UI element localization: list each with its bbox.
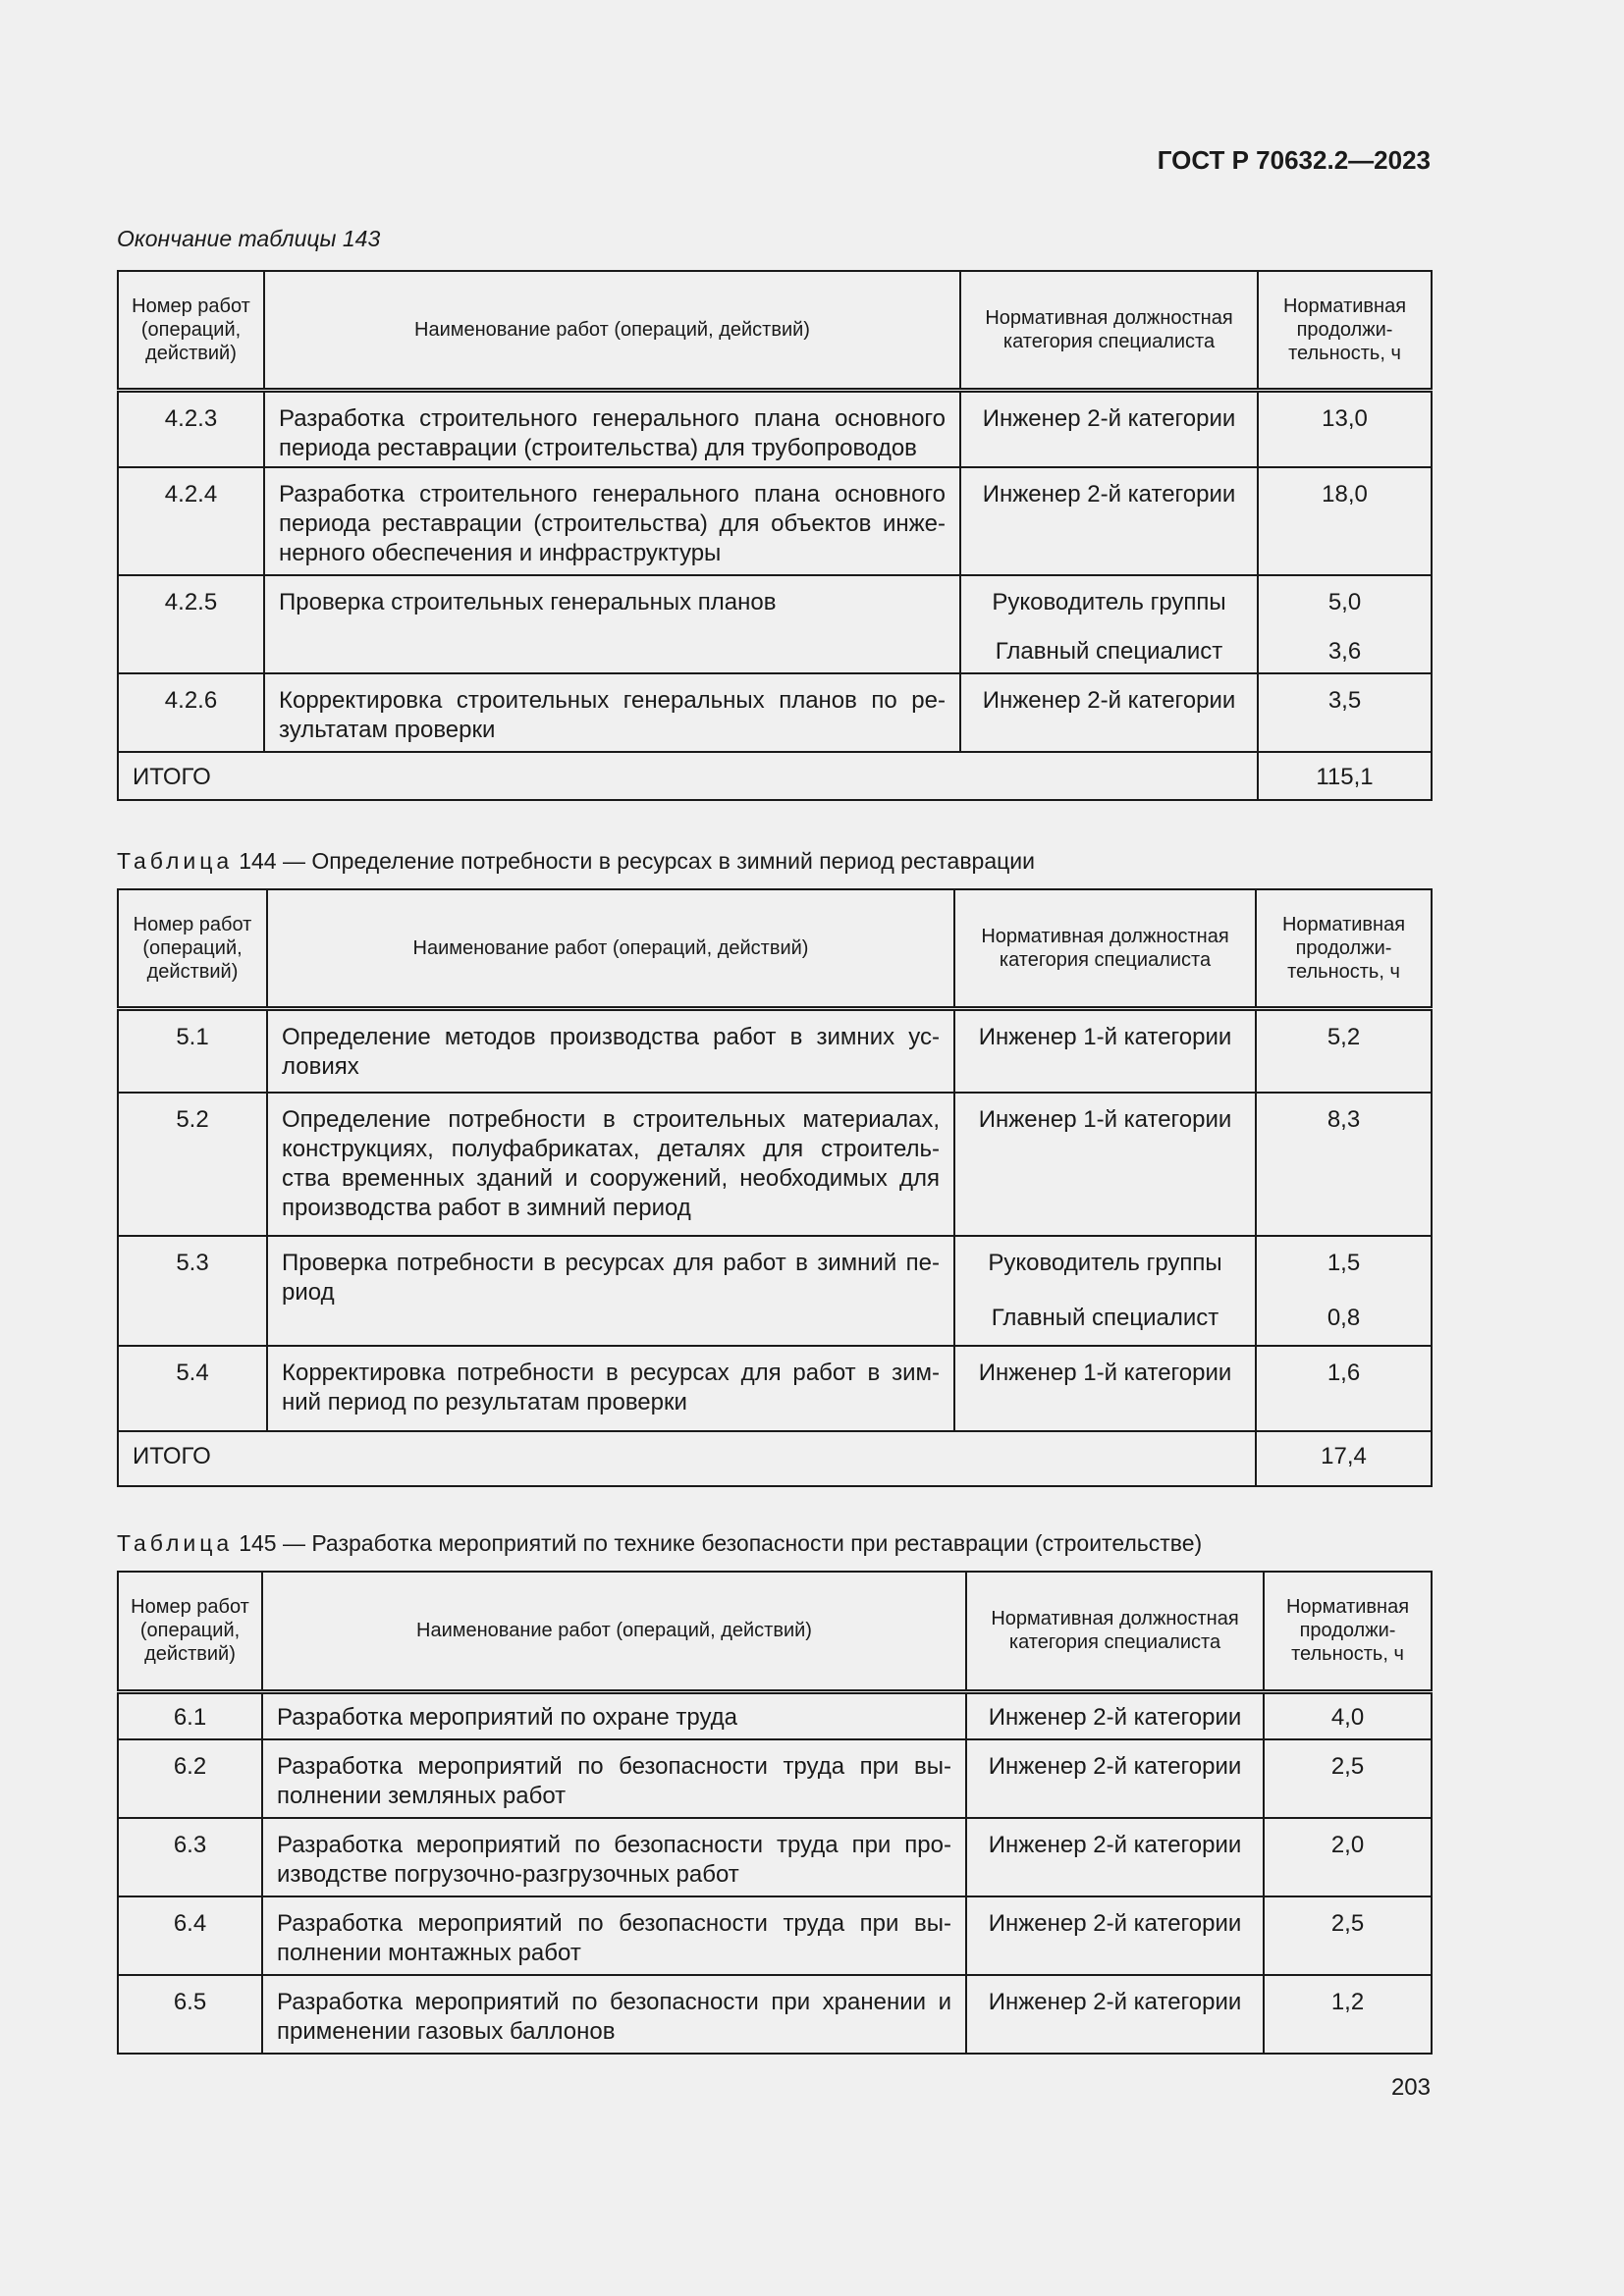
row-number: 5.2 xyxy=(118,1093,267,1236)
col-header-category: Нормативная должностная категория специалиста xyxy=(954,889,1256,1008)
row-name: Разработка строительного генерального плана основного периода реставрации (строительства) для объектов инже-нерного обеспечения и инфраструктуры xyxy=(264,467,960,575)
col-header-duration: Нормативная продолжи-тельность, ч xyxy=(1258,271,1432,390)
row-category: Инженер 2-й категории xyxy=(966,1896,1264,1975)
row-name: Разработка мероприятий по безопасности труда при вы-полнении монтажных работ xyxy=(262,1896,966,1975)
col-header-duration: Нормативная продолжи-тельность, ч xyxy=(1264,1572,1432,1691)
row-duration: 2,5 xyxy=(1264,1896,1432,1975)
row-duration: 4,0 xyxy=(1264,1691,1432,1739)
table-row xyxy=(118,390,1432,467)
total-value: 115,1 xyxy=(1258,752,1432,800)
table-row xyxy=(118,467,1432,575)
row-number: 5.3 xyxy=(118,1236,267,1346)
col-header-name: Наименование работ (операций, действий) xyxy=(267,889,954,1008)
row-duration-line: 0,8 xyxy=(1326,1305,1361,1331)
row-number: 6.3 xyxy=(118,1818,262,1896)
table-144-caption-text: 144 — Определение потребности в ресурсах в зимний период реставрации xyxy=(239,848,1036,874)
row-category: Инженер 1-й категории xyxy=(954,1093,1256,1236)
row-category: Инженер 1-й категории xyxy=(954,1008,1256,1093)
row-duration: 5,2 xyxy=(1256,1008,1432,1093)
col-header-duration: Нормативная продолжи-тельность, ч xyxy=(1256,889,1432,1008)
row-duration: 8,3 xyxy=(1256,1093,1432,1236)
row-name: Разработка мероприятий по безопасности при хранении и применении газовых баллонов xyxy=(262,1975,966,2054)
row-duration xyxy=(1256,1236,1432,1346)
table-row xyxy=(118,1818,1432,1896)
row-duration: 1,6 xyxy=(1256,1346,1432,1431)
row-number: 6.5 xyxy=(118,1975,262,2054)
col-header-name: Наименование работ (операций, действий) xyxy=(262,1572,966,1691)
table-143 xyxy=(117,270,1433,801)
row-category-line: Руководитель группы xyxy=(992,589,1226,615)
row-category: Инженер 2-й категории xyxy=(960,467,1258,575)
col-header-category: Нормативная должностная категория специалиста xyxy=(960,271,1258,390)
row-duration-line: 1,5 xyxy=(1326,1250,1361,1276)
row-name: Разработка строительного генерального плана основного периода реставрации (строительства) для трубопроводов xyxy=(264,390,960,467)
page-number: 203 xyxy=(1390,2074,1431,2101)
row-duration: 3,5 xyxy=(1258,673,1432,752)
row-category: Инженер 2-й категории xyxy=(966,1975,1264,2054)
row-name: Разработка мероприятий по охране труда xyxy=(262,1691,966,1739)
table-145 xyxy=(117,1571,1433,2055)
row-category: Инженер 1-й категории xyxy=(954,1346,1256,1431)
row-name: Определение методов производства работ в зимних ус-ловиях xyxy=(267,1008,954,1093)
row-number: 6.2 xyxy=(118,1739,262,1818)
table-row xyxy=(118,1236,1432,1346)
row-category: Инженер 2-й категории xyxy=(960,390,1258,467)
table-143-caption: Окончание таблицы 143 xyxy=(117,226,381,251)
row-duration: 18,0 xyxy=(1258,467,1432,575)
row-name: Проверка строительных генеральных планов xyxy=(264,575,960,673)
total-row xyxy=(118,1431,1432,1486)
row-name: Корректировка строительных генеральных планов по ре-зультатам проверки xyxy=(264,673,960,752)
row-duration: 13,0 xyxy=(1258,390,1432,467)
row-duration: 2,5 xyxy=(1264,1739,1432,1818)
col-header-number: Номер работ (операций, действий) xyxy=(118,271,264,390)
table-row xyxy=(118,1975,1432,2054)
row-number: 4.2.6 xyxy=(118,673,264,752)
table-145-caption xyxy=(117,1530,1202,1557)
total-value: 17,4 xyxy=(1256,1431,1432,1486)
table-144-caption-lead: Таблица xyxy=(117,848,234,874)
row-duration-line: 5,0 xyxy=(1327,589,1362,615)
table-145-caption-text: 145 — Разработка мероприятий по технике безопасности при реставрации (строительстве) xyxy=(239,1530,1203,1556)
row-category-line: Главный специалист xyxy=(991,1305,1219,1331)
total-label: ИТОГО xyxy=(118,1431,1256,1486)
row-category: Инженер 2-й категории xyxy=(966,1818,1264,1896)
row-name: Корректировка потребности в ресурсах для работ в зим-ний период по результатам проверки xyxy=(267,1346,954,1431)
row-category xyxy=(954,1236,1256,1346)
col-header-number: Номер работ (операций, действий) xyxy=(118,1572,262,1691)
row-number: 6.4 xyxy=(118,1896,262,1975)
col-header-number: Номер работ (операций, действий) xyxy=(118,889,267,1008)
row-name: Определение потребности в строительных материалах, конструкциях, полуфабрикатах, деталях для строитель-ства временных зданий и сооружений, необходимых для производства работ в зимний период xyxy=(267,1093,954,1236)
row-number: 4.2.3 xyxy=(118,390,264,467)
row-duration xyxy=(1258,575,1432,673)
total-row xyxy=(118,752,1432,800)
col-header-name: Наименование работ (операций, действий) xyxy=(264,271,960,390)
table-145-caption-lead: Таблица xyxy=(117,1530,234,1556)
row-number: 4.2.5 xyxy=(118,575,264,673)
row-name: Разработка мероприятий по безопасности труда при про-изводстве погрузочно-разгрузочных работ xyxy=(262,1818,966,1896)
row-number: 5.4 xyxy=(118,1346,267,1431)
table-row xyxy=(118,1346,1432,1431)
row-name: Проверка потребности в ресурсах для работ в зимний пе-риод xyxy=(267,1236,954,1346)
row-category-line: Главный специалист xyxy=(995,638,1223,665)
row-name: Разработка мероприятий по безопасности труда при вы-полнении земляных работ xyxy=(262,1739,966,1818)
row-number: 5.1 xyxy=(118,1008,267,1093)
row-category xyxy=(960,575,1258,673)
table-row xyxy=(118,673,1432,752)
table-row xyxy=(118,1093,1432,1236)
row-number: 6.1 xyxy=(118,1691,262,1739)
table-row xyxy=(118,1691,1432,1739)
row-category: Инженер 2-й категории xyxy=(966,1739,1264,1818)
table-row xyxy=(118,1896,1432,1975)
row-duration: 1,2 xyxy=(1264,1975,1432,2054)
table-row xyxy=(118,575,1432,673)
table-144 xyxy=(117,888,1433,1487)
row-category-line: Руководитель группы xyxy=(988,1250,1222,1276)
row-category: Инженер 2-й категории xyxy=(960,673,1258,752)
total-label: ИТОГО xyxy=(118,752,1258,800)
row-number: 4.2.4 xyxy=(118,467,264,575)
table-row xyxy=(118,1739,1432,1818)
row-category: Инженер 2-й категории xyxy=(966,1691,1264,1739)
table-row xyxy=(118,1008,1432,1093)
row-duration-line: 3,6 xyxy=(1327,638,1362,665)
col-header-category: Нормативная должностная категория специалиста xyxy=(966,1572,1264,1691)
table-144-caption xyxy=(117,848,1035,875)
document-code: ГОСТ Р 70632.2—2023 xyxy=(1157,145,1431,175)
row-duration: 2,0 xyxy=(1264,1818,1432,1896)
